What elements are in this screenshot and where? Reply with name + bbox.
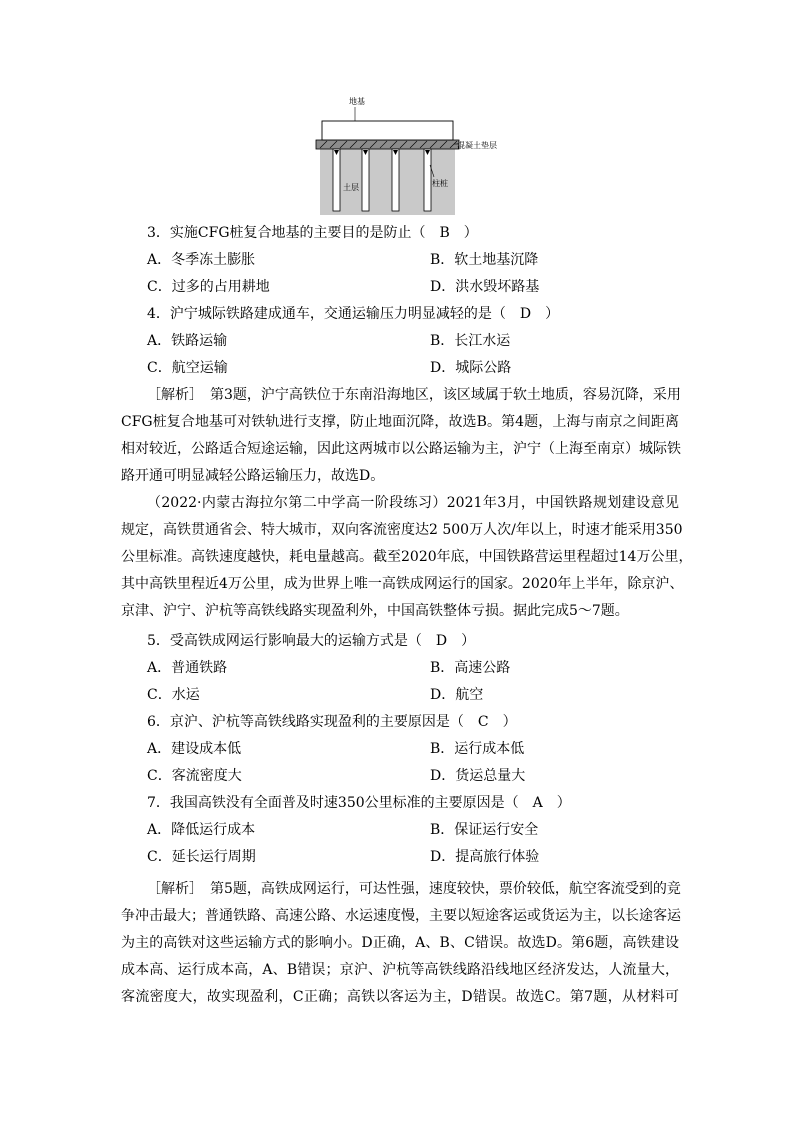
- analysis-1-line: CFG桩复合地基可对铁轨进行支撑，防止地面沉降，故选B。第4题，上海与南京之间距离: [121, 414, 679, 430]
- analysis-1-line: ［解析］ 第3题，沪宁高铁位于东南沿海地区，该区域属于软土地质，容易沉降，采用: [147, 387, 681, 403]
- material-line: 其中高铁里程近4万公里，成为世界上唯一高铁成网运行的国家。2020年上半年，除京沪、: [121, 576, 684, 592]
- pile-3: [392, 149, 399, 211]
- question-7-option-d: D．提高旅行体验: [430, 849, 540, 865]
- question-3-stem: 3．实施CFG桩复合地基的主要目的是防止（ B ）: [147, 225, 478, 241]
- analysis-2-line: 成本高、运行成本高，A、B错误；京沪、沪杭等高铁线路沿线地区经济发达，人流量大，: [121, 962, 679, 978]
- question-5-option-a: A．普通铁路: [147, 660, 228, 676]
- question-4-option-c: C．航空运输: [147, 360, 228, 376]
- question-7-option-c: C．延长运行周期: [147, 849, 256, 865]
- question-5-option-c: C．水运: [147, 687, 200, 703]
- analysis-2-line: 争冲击最大；普通铁路、高速公路、水运速度慢，主要以短途客运或货运为主，以长途客运: [121, 908, 681, 924]
- question-3-option-d: D．洪水毁坏路基: [430, 279, 540, 295]
- material-line: （2022·内蒙古海拉尔第二中学高一阶段练习）2021年3月，中国铁路规划建设意见: [147, 495, 679, 511]
- concrete-cushion: [316, 140, 459, 149]
- analysis-1-line: 路开通可明显减轻公路运输压力，故选D。: [121, 468, 385, 484]
- question-4-stem: 4．沪宁城际铁路建成通车，交通运输压力明显减轻的是（ D ）: [147, 306, 560, 322]
- question-6-option-a: A．建设成本低: [147, 741, 242, 757]
- foundation-slab: [322, 121, 453, 140]
- question-6-stem: 6．京沪、沪杭等高铁线路实现盈利的主要原因是（ C ）: [147, 714, 517, 730]
- question-4-option-d: D．城际公路: [430, 360, 512, 376]
- pile-1: [333, 149, 340, 211]
- question-3-option-a: A．冬季冻土膨胀: [147, 252, 256, 268]
- question-4-option-a: A．铁路运输: [147, 333, 228, 349]
- pile-4: [424, 149, 431, 211]
- question-7-option-b: B．保证运行安全: [430, 822, 539, 838]
- label-soil: 土层: [343, 183, 359, 192]
- label-cushion: 混凝土垫层: [457, 141, 497, 150]
- analysis-2-line: ［解析］ 第5题，高铁成网运行，可达性强，速度较快，票价较低，航空客流受到的竞: [147, 881, 681, 897]
- material-line: 公里标准。高铁速度越快，耗电量越高。截至2020年底，中国铁路营运里程超过14万公里，: [121, 549, 693, 565]
- analysis-2-line: 为主的高铁对这些运输方式的影响小。D正确，A、B、C错误。故选D。第6题，高铁建设: [121, 935, 679, 951]
- question-5-option-d: D．航空: [430, 687, 484, 703]
- material-line: 规定，高铁贯通省会、特大城市，双向客流密度达2 500万人次/年以上，时速才能采用350: [121, 522, 683, 538]
- analysis-2-line: 客流密度大，故实现盈利，C正确；高铁以客运为主，D错误。故选C。第7题，从材料可: [121, 989, 679, 1005]
- question-3-option-b: B．软土地基沉降: [430, 252, 539, 268]
- label-pile: 柱桩: [432, 179, 448, 188]
- question-7-option-a: A．降低运行成本: [147, 822, 256, 838]
- pile-2: [362, 149, 369, 211]
- label-foundation: 地基: [349, 97, 365, 106]
- question-6-option-b: B．运行成本低: [430, 741, 525, 757]
- analysis-1-line: 相对较近，公路适合短途运输，因此这两城市以公路运输为主，沪宁（上海至南京）城际铁: [121, 441, 681, 457]
- cfg-pile-diagram: [310, 93, 510, 215]
- question-6-option-c: C．客流密度大: [147, 768, 242, 784]
- question-7-stem: 7．我国高铁没有全面普及时速350公里标准的主要原因是（ A ）: [147, 795, 571, 811]
- question-5-option-b: B．高速公路: [430, 660, 511, 676]
- question-4-option-b: B．长江水运: [430, 333, 511, 349]
- question-6-option-d: D．货运总量大: [430, 768, 526, 784]
- question-5-stem: 5．受高铁成网运行影响最大的运输方式是（ D ）: [147, 633, 476, 649]
- material-line: 京津、沪宁、沪杭等高铁线路实现盈利外，中国高铁整体亏损。据此完成5～7题。: [121, 603, 629, 619]
- question-3-option-c: C．过多的占用耕地: [147, 279, 270, 295]
